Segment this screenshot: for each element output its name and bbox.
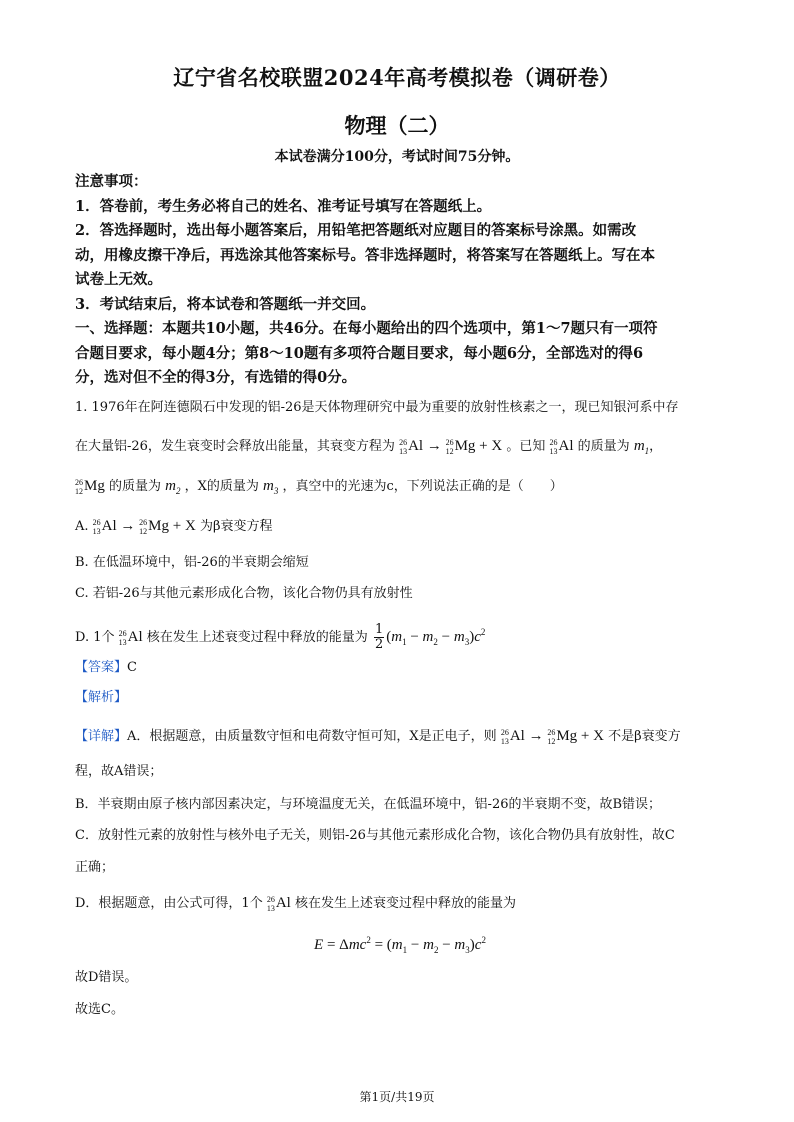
option-a: A. 26 13 Al → 26 12 Mg + X 为β衰变方程 (75, 517, 273, 536)
question-stem-line1: 1. 1976年在阿连德陨石中发现的铝-26是天体物理研究中最为重要的放射性核素之一，现已知银河系中存 (75, 400, 679, 415)
note-item-2-line1: 2．答选择题时，选出每小题答案后，用铅笔把答题纸对应题目的答案标号涂黑。如需改 (75, 222, 637, 239)
detail-a-line2: 程，故A错误； (75, 764, 163, 779)
subject-title: 物理（二） (344, 113, 450, 138)
detail-c-line2: 正确； (75, 860, 115, 875)
energy-formula: $E = \Delta mc^2 = (m_1 - m_2 - m_3)c^2$ (314, 935, 486, 955)
analysis-label: 【解析】 (75, 690, 128, 705)
section-heading-line1: 一、选择题：本题共10小题，共46分。在每小题给出的四个选项中，第1～7题只有一项符 (75, 320, 658, 337)
question-stem-line2: 在大量铝-26，发生衰变时会释放出能量，其衰变方程为 26 13 Al → 26 12 Mg + X 。已知 26 13 Al 的质量为 $m_1$， (75, 437, 663, 456)
answer-value: C (127, 660, 137, 675)
page-number: 第1页/共19页 (359, 1090, 435, 1104)
option-d: D. 1个 26 13 Al 核在发生上述衰变过程中释放的能量为 $\frac{1}{2}$ $(m_1 - m_2 - m_3)c^2$ (75, 622, 486, 652)
notes-heading: 注意事项： (75, 173, 148, 190)
exam-info: 本试卷满分100分，考试时间75分钟。 (274, 149, 520, 165)
detail-d: D．根据题意，由公式可得，1个 26 13 Al 核在发生上述衰变过程中释放的能量为 (75, 894, 516, 913)
option-c: C. 若铝-26与其他元素形成化合物，该化合物仍具有放射性 (75, 586, 413, 601)
section-heading-line2: 合题目要求，每小题4分；第8～10题有多项符合题目要求，每小题6分，全部选对的得6 (75, 345, 644, 362)
option-b: B. 在低温环境中，铝-26的半衰期会缩短 (75, 555, 309, 570)
note-item-1: 1．答卷前，考生务必将自己的姓名、准考证号填写在答题纸上。 (75, 198, 492, 215)
answer-line (75, 658, 725, 678)
decay-equation: 26 13 Al → 26 12 Mg + X (399, 437, 503, 456)
answer-label: 【答案】 (75, 660, 128, 675)
detail-a-line1: 【详解】A．根据题意，由质量数守恒和电荷数守恒可知，X是正电子，则 26 13 Al → 26 12 Mg + X 不是β衰变方 (75, 727, 681, 746)
conclusion: 故选C。 (75, 1002, 124, 1017)
detail-label: 【详解】 (75, 729, 128, 744)
detail-d-end: 故D错误。 (75, 970, 138, 985)
detail-b: B．半衰期由原子核内部因素决定，与环境温度无关，在低温环境中，铝-26的半衰期不变，故B错误； (75, 797, 662, 812)
exam-title: 辽宁省名校联盟2024年高考模拟卷（调研卷） (173, 65, 621, 90)
detail-c-line1: C．放射性元素的放射性与核外电子无关，则铝-26与其他元素形成化合物，该化合物仍具有放射性，故C (75, 828, 675, 843)
section-heading-line3: 分，选对但不全的得3分，有选错的得0分。 (75, 369, 357, 386)
note-item-2-line3: 试卷上无效。 (75, 271, 162, 288)
question-stem-line3: 26 12 Mg 的质量为 $m_2$ ，X的质量为 $m_3$ ，真空中的光速为c，下列说法正确的是（ ） (75, 477, 563, 496)
note-item-3: 3．考试结束后，将本试卷和答题纸一并交回。 (75, 296, 376, 313)
note-item-2-line2: 动，用橡皮擦干净后，再选涂其他答案标号。答非选择题时，将答案写在答题纸上。写在本 (75, 247, 655, 264)
